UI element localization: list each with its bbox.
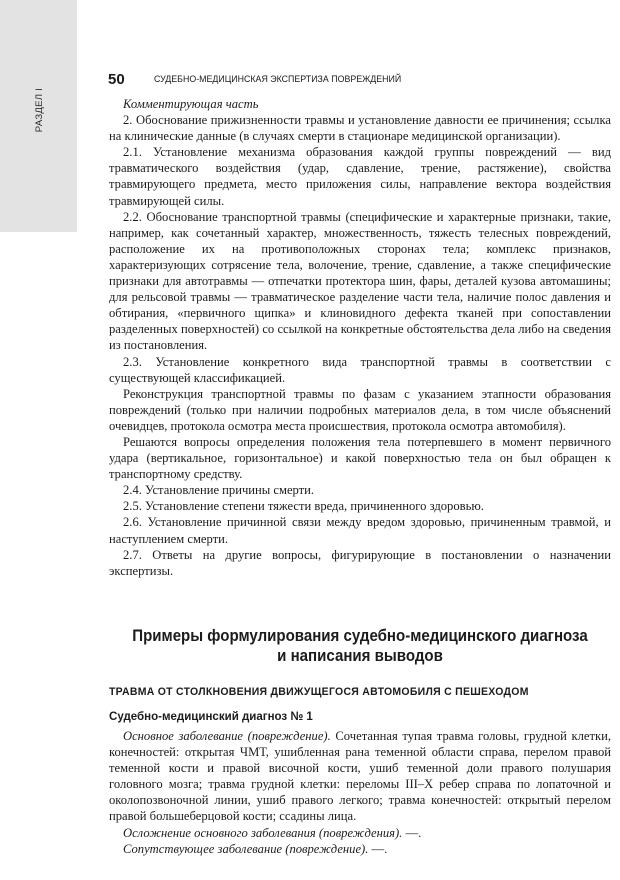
subsection-title: ТРАВМА ОТ СТОЛКНОВЕНИЯ ДВИЖУЩЕГОСЯ АВТОМОБИЛЯ С ПЕШЕХОДОМ bbox=[109, 686, 529, 698]
paragraph: 2. Обоснование прижизненности травмы и установление давности ее причинения; ссылка на клинические данные (в случаях смерти в стационаре медицинской организации). bbox=[109, 113, 611, 144]
paragraph: 2.3. Установление конкретного вида транспортной травмы в соответствии с существующей классификацией. bbox=[109, 354, 611, 385]
complication-text: —. bbox=[402, 825, 422, 840]
diagnosis-title: Судебно-медицинский диагноз № 1 bbox=[109, 709, 313, 723]
paragraph: 2.1. Установление механизма образования каждой группы повреждений — вид травматического воздействия (удар, сдавление, трение, растяжение), свойства травмирующего предмета, место приложения силы, направление вектора воздействия травмирующей силы. bbox=[109, 145, 611, 208]
paragraph: Решаются вопросы определения положения тела потерпевшего в момент первичного удара (вертикальное, горизонтальное) и какой поверхностью тела он был обращен к транспортному средству. bbox=[109, 434, 611, 482]
section-label: РАЗДЕЛ I bbox=[34, 87, 45, 133]
paragraph: 2.6. Установление причинной связи между вредом здоровью, причиненным травмой, и наступлением смерти. bbox=[109, 515, 611, 546]
complication-label: Осложнение основного заболевания (повреждения). bbox=[123, 825, 403, 840]
paragraph: 2.5. Установление степени тяжести вреда, причиненного здоровью. bbox=[123, 499, 484, 514]
concomitant bbox=[109, 841, 611, 857]
section-side-tab bbox=[0, 0, 77, 232]
running-title: СУДЕБНО-МЕДИЦИНСКАЯ ЭКСПЕРТИЗА ПОВРЕЖДЕНИЙ bbox=[154, 74, 402, 85]
complication bbox=[109, 825, 611, 841]
section-title bbox=[118, 626, 602, 666]
main-diagnosis-text: Сочетанная тупая травма головы, грудной клетки, конечностей: открытая ЧМТ, ушибленная рана теменной области справа, перелом правой теменной кости и правой височной кости, ушиб теменной доли правого полушария головного мозга; травма грудной клетки: переломы III–X ребер справа по лопаточной и околопозвоночной линии, ушиб правого легкого; травма конечностей: открытый перелом правой большеберцовой кости; ссадины лица. bbox=[109, 729, 612, 824]
concomitant-label: Сопутствующее заболевание (повреждение). bbox=[123, 841, 369, 856]
main-diagnosis bbox=[109, 728, 611, 825]
diagnosis-text bbox=[109, 728, 611, 857]
page-number: 50 bbox=[108, 71, 125, 88]
subheading: Комментирующая часть bbox=[123, 97, 259, 111]
main-diagnosis-label: Основное заболевание (повреждение). bbox=[123, 729, 331, 743]
section-title-line: и написания выводов bbox=[277, 647, 443, 665]
paragraph: 2.4. Установление причины смерти. bbox=[123, 483, 315, 498]
body-text bbox=[109, 96, 611, 579]
concomitant-text: —. bbox=[368, 841, 388, 856]
paragraph: 2.2. Обоснование транспортной травмы (специфические и характерные признаки, такие, например, как сочетанный характер, множественность, тяжесть телесных повреждений, расположение их на противоположных сторонах тела; комплекс признаков, характеризующих сотрясение тела, волочение, трение, сдавление, а также специфические признаки для автотравмы — отпечатки протектора шин, фары, деталей кузова автомашины; для рельсовой травмы — травматическое разделение части тела, наличие полос давления и обтирания, «первичного щипка» и клиновидного дефекта тканей при сопоставлении разделенных поверхностей) со ссылкой на конкретные обстоятельства дела либо на сведения из постановления. bbox=[109, 209, 611, 353]
section-title-line: Примеры формулирования судебно-медицинского диагноза bbox=[132, 627, 588, 645]
paragraph: 2.7. Ответы на другие вопросы, фигурирующие в постановлении о назначении экспертизы. bbox=[109, 547, 611, 578]
paragraph: Реконструкция транспортной травмы по фазам с указанием этапности образования повреждений (только при наличии подробных материалов дела, в том числе объяснений очевидцев, протокола осмотра места происшествия, протокола осмотра автомобиля). bbox=[109, 386, 611, 433]
